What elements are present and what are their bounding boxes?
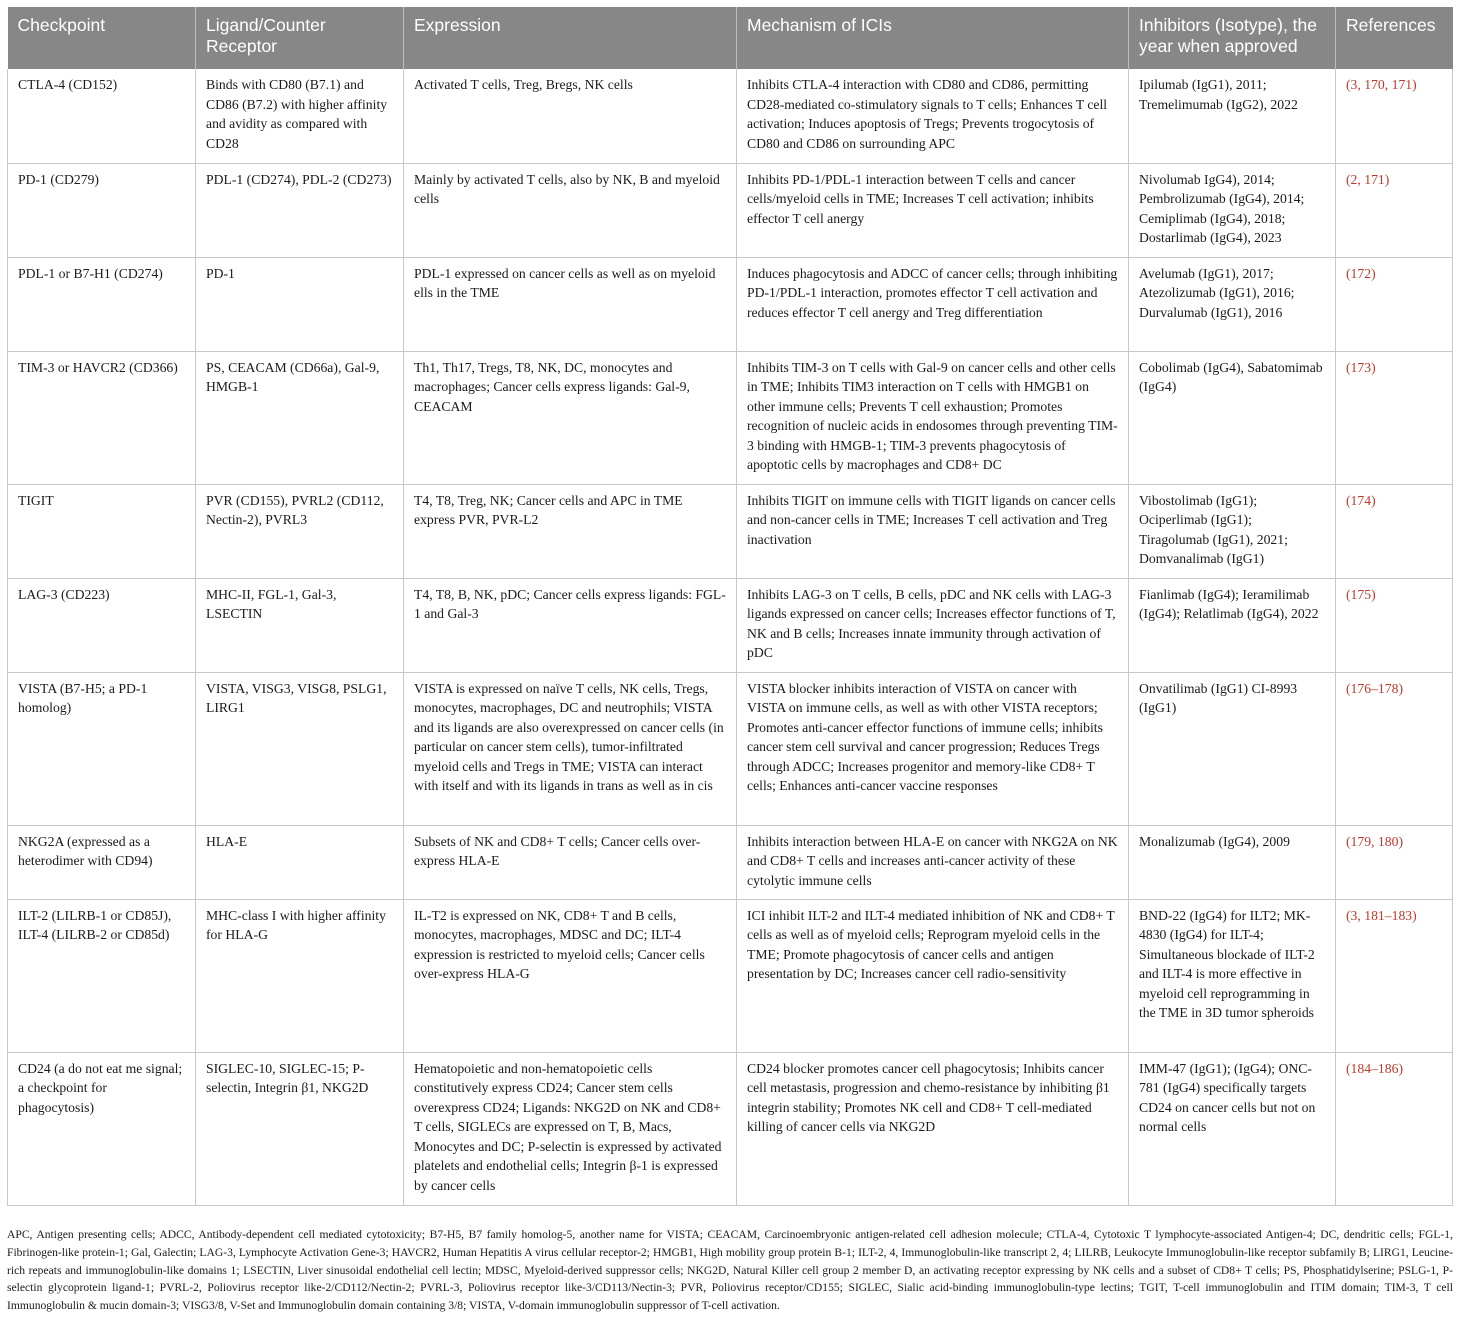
cell-inhibitors: Nivolumab IgG4), 2014; Pembrolizumab (IgG4), 2014; Cemiplimab (IgG4), 2018; Dostarlimab (IgG4), 2023 [1129,163,1336,257]
cell-ligand: PD-1 [196,257,404,351]
cell-inhibitors: IMM-47 (IgG1); (IgG4); ONC-781 (IgG4) specifically targets CD24 on cancer cells but not on normal cells [1129,1052,1336,1205]
table-row [8,69,1453,163]
table-row [8,825,1453,899]
table-row [8,163,1453,257]
cell-references[interactable]: (173) [1336,351,1453,484]
header-checkpoint: Checkpoint [8,7,196,69]
cell-ligand: MHC-class I with higher affinity for HLA-G [196,899,404,1052]
cell-references[interactable]: (184–186) [1336,1052,1453,1205]
header-expression: Expression [404,7,737,69]
cell-expression: PDL-1 expressed on cancer cells as well as on myeloid ells in the TME [404,257,737,351]
cell-checkpoint: TIGIT [8,484,196,578]
table-footnote: APC, Antigen presenting cells; ADCC, Antibody-dependent cell mediated cytotoxicity; B7-H5, B7 family homolog-5, another name for VISTA; CEACAM, Carcinoembryonic antigen-related cell adhesion molecule; CTLA-4, Cytotoxic T lymphocyte-associated Antigen-4; DC, dendritic cells; FGL-1, Fibrinogen-like protein-1; Gal, Galectin; LAG-3, Lymphocyte Activation Gene-3; HAVCR2, Human Hepatitis A virus cellular receptor-2; HMGB1, High mobility group protein B-1; ILT-2, 4, Immunoglobulin-like transcript 2, 4; LILRB, Leukocyte Immunoglobulin-like receptor subfamily B; LIRG1, Leucine-rich repeats and immunoglobulin-like domains 1; LSECTIN, Liver sinusoidal endothelial cell lectin; MDSC, Myeloid-derived suppressor cells; NKG2D, Natural Killer cell group 2 member D, an activating receptor expressing by NK cells and a subset of CD8+ T cells; PS, Phosphatidylserine; PSLG-1, P-selectin glycoprotein ligand-1; PVRL-2, Poliovirus receptor like-2/CD112/Nectin-2; PVRL-3, Poliovirus receptor like-3/CD113/Nectin-3; PVR, Poliovirus receptor/CD155; SIGLEC, Sialic acid-binding immunoglobulin-type lectins; TGIT, T-cell immunoglobulin and ITIM domain; TIM-3, T cell Immunoglobulin & mucin domain-3; VISG3/8, V-Set and Immunoglobulin domain containing 3/8; VISTA, V-domain immunoglobulin suppressor of T-cell activation. [7,1228,1453,1313]
cell-references[interactable]: (172) [1336,257,1453,351]
cell-checkpoint: PDL-1 or B7-H1 (CD274) [8,257,196,351]
cell-ligand: PS, CEACAM (CD66a), Gal-9, HMGB-1 [196,351,404,484]
cell-mechanism: Induces phagocytosis and ADCC of cancer cells; through inhibiting PD-1/PDL-1 interaction, promotes effector T cell activation and reduces effector T cell anergy and Treg differentiation [737,257,1129,351]
cell-references[interactable]: (176–178) [1336,672,1453,825]
cell-mechanism: VISTA blocker inhibits interaction of VISTA on cancer with VISTA on immune cells, as well as with other VISTA receptors; Promotes anti-cancer effector functions of immune cells; inhibits cancer stem cell survival and cancer progression; Reduces Tregs through ADCC; Increases progenitor and memory-like CD8+ T cells; Enhances anti-cancer vaccine responses [737,672,1129,825]
cell-expression: IL-T2 is expressed on NK, CD8+ T and B cells, monocytes, macrophages, MDSC and DC; ILT-4 expression is restricted to myeloid cells; Cancer cells over-express HLA-G [404,899,737,1052]
cell-mechanism: ICI inhibit ILT-2 and ILT-4 mediated inhibition of NK and CD8+ T cells as well as of myeloid cells; Reprogram myeloid cells in the TME; Promote phagocytosis of cancer cells and antigen presentation by DC; Increases cancer cell radio-sensitivity [737,899,1129,1052]
cell-checkpoint: PD-1 (CD279) [8,163,196,257]
table-row [8,899,1453,1052]
header-mechanism: Mechanism of ICIs [737,7,1129,69]
cell-inhibitors: Onvatilimab (IgG1) CI-8993 (IgG1) [1129,672,1336,825]
cell-ligand: VISTA, VISG3, VISG8, PSLG1, LIRG1 [196,672,404,825]
checkpoint-table [7,7,1453,1206]
cell-expression: Activated T cells, Treg, Bregs, NK cells [404,69,737,163]
cell-references[interactable]: (2, 171) [1336,163,1453,257]
cell-references[interactable]: (3, 170, 171) [1336,69,1453,163]
cell-expression: Mainly by activated T cells, also by NK, B and myeloid cells [404,163,737,257]
table-row [8,1052,1453,1205]
cell-expression: Th1, Th17, Tregs, T8, NK, DC, monocytes and macrophages; Cancer cells express ligands: Gal-9, CEACAM [404,351,737,484]
cell-checkpoint: TIM-3 or HAVCR2 (CD366) [8,351,196,484]
header-inhibitors: Inhibitors (Isotype), the year when approved [1129,7,1336,69]
checkpoint-table-container [7,7,1452,1206]
cell-references[interactable]: (3, 181–183) [1336,899,1453,1052]
cell-mechanism: Inhibits LAG-3 on T cells, B cells, pDC and NK cells with LAG-3 ligands expressed on cancer cells; Increases effector functions of T, NK and B cells; Increases innate immunity through activation of pDC [737,578,1129,672]
cell-checkpoint: CTLA-4 (CD152) [8,69,196,163]
cell-ligand: HLA-E [196,825,404,899]
cell-inhibitors: Vibostolimab (IgG1); Ociperlimab (IgG1); Tiragolumab (IgG1), 2021; Domvanalimab (IgG1) [1129,484,1336,578]
cell-ligand: MHC-II, FGL-1, Gal-3, LSECTIN [196,578,404,672]
cell-inhibitors: Fianlimab (IgG4); Ieramilimab (IgG4); Relatlimab (IgG4), 2022 [1129,578,1336,672]
cell-mechanism: Inhibits CTLA-4 interaction with CD80 and CD86, permitting CD28-mediated co-stimulatory signals to T cells; Enhances T cell activation; Induces apoptosis of Tregs; Prevents trogocytosis of CD80 and CD86 on surrounding APC [737,69,1129,163]
cell-ligand: Binds with CD80 (B7.1) and CD86 (B7.2) with higher affinity and avidity as compared with CD28 [196,69,404,163]
cell-checkpoint: VISTA (B7-H5; a PD-1 homolog) [8,672,196,825]
cell-checkpoint: CD24 (a do not eat me signal; a checkpoint for phagocytosis) [8,1052,196,1205]
cell-inhibitors: Cobolimab (IgG4), Sabatomimab (IgG4) [1129,351,1336,484]
table-row [8,351,1453,484]
cell-expression: Subsets of NK and CD8+ T cells; Cancer cells over-express HLA-E [404,825,737,899]
cell-mechanism: Inhibits interaction between HLA-E on cancer with NKG2A on NK and CD8+ T cells and increases anti-cancer activity of these cytolytic immune cells [737,825,1129,899]
cell-ligand: PVR (CD155), PVRL2 (CD112, Nectin-2), PVRL3 [196,484,404,578]
cell-references[interactable]: (174) [1336,484,1453,578]
table-header-row [8,7,1453,69]
cell-ligand: PDL-1 (CD274), PDL-2 (CD273) [196,163,404,257]
cell-expression: Hematopoietic and non-hematopoietic cells constitutively express CD24; Cancer stem cells overexpress CD24; Ligands: NKG2D on NK and CD8+ T cells, SIGLECs are expressed on T, B, Macs, Monocytes and DC; P-selectin is expressed by activated platelets and endothelial cells; Integrin β-1 is expressed by cancer cells [404,1052,737,1205]
table-row [8,578,1453,672]
header-ligand: Ligand/Counter Receptor [196,7,404,69]
cell-inhibitors: Monalizumab (IgG4), 2009 [1129,825,1336,899]
cell-checkpoint: LAG-3 (CD223) [8,578,196,672]
cell-references[interactable]: (179, 180) [1336,825,1453,899]
cell-expression: T4, T8, B, NK, pDC; Cancer cells express ligands: FGL-1 and Gal-3 [404,578,737,672]
table-row [8,257,1453,351]
cell-expression: VISTA is expressed on naïve T cells, NK cells, Tregs, monocytes, macrophages, DC and neutrophils; VISTA and its ligands are also overexpressed on cancer cells (in particular on cancer stem cells), tumor-infiltrated myeloid cells and Tregs in TME; VISTA can interact with itself and with its ligands in trans as well as in cis [404,672,737,825]
cell-mechanism: Inhibits TIM-3 on T cells with Gal-9 on cancer cells and other cells in TME; Inhibits TIM3 interaction on T cells with HMGB1 on other immune cells; Prevents T cell exhaustion; Promotes recognition of nucleic acids in endosomes through preventing TIM-3 binding with HMGB-1; TIM-3 prevents phagocytosis of apoptotic cells by macrophages and CD8+ DC [737,351,1129,484]
header-references: References [1336,7,1453,69]
cell-inhibitors: BND-22 (IgG4) for ILT2; MK-4830 (IgG4) for ILT-4; Simultaneous blockade of ILT-2 and ILT-4 is more effective in myeloid cell reprogramming in the TME in 3D tumor spheroids [1129,899,1336,1052]
table-row [8,672,1453,825]
cell-ligand: SIGLEC-10, SIGLEC-15; P-selectin, Integrin β1, NKG2D [196,1052,404,1205]
cell-references[interactable]: (175) [1336,578,1453,672]
cell-mechanism: Inhibits TIGIT on immune cells with TIGIT ligands on cancer cells and non-cancer cells in TME; Increases T cell activation and Treg inactivation [737,484,1129,578]
cell-mechanism: CD24 blocker promotes cancer cell phagocytosis; Inhibits cancer cell metastasis, progression and chemo-resistance by inhibiting β1 integrin stability; Promotes NK cell and CD8+ T cell-mediated killing of cancer cells via NKG2D [737,1052,1129,1205]
cell-checkpoint: NKG2A (expressed as a heterodimer with CD94) [8,825,196,899]
cell-checkpoint: ILT-2 (LILRB-1 or CD85J), ILT-4 (LILRB-2 or CD85d) [8,899,196,1052]
table-row [8,484,1453,578]
cell-inhibitors: Ipilumab (IgG1), 2011; Tremelimumab (IgG2), 2022 [1129,69,1336,163]
cell-mechanism: Inhibits PD-1/PDL-1 interaction between T cells and cancer cells/myeloid cells in TME; Increases T cell activation; inhibits effector T cell anergy [737,163,1129,257]
cell-expression: T4, T8, Treg, NK; Cancer cells and APC in TME express PVR, PVR-L2 [404,484,737,578]
cell-inhibitors: Avelumab (IgG1), 2017; Atezolizumab (IgG1), 2016; Durvalumab (IgG1), 2016 [1129,257,1336,351]
